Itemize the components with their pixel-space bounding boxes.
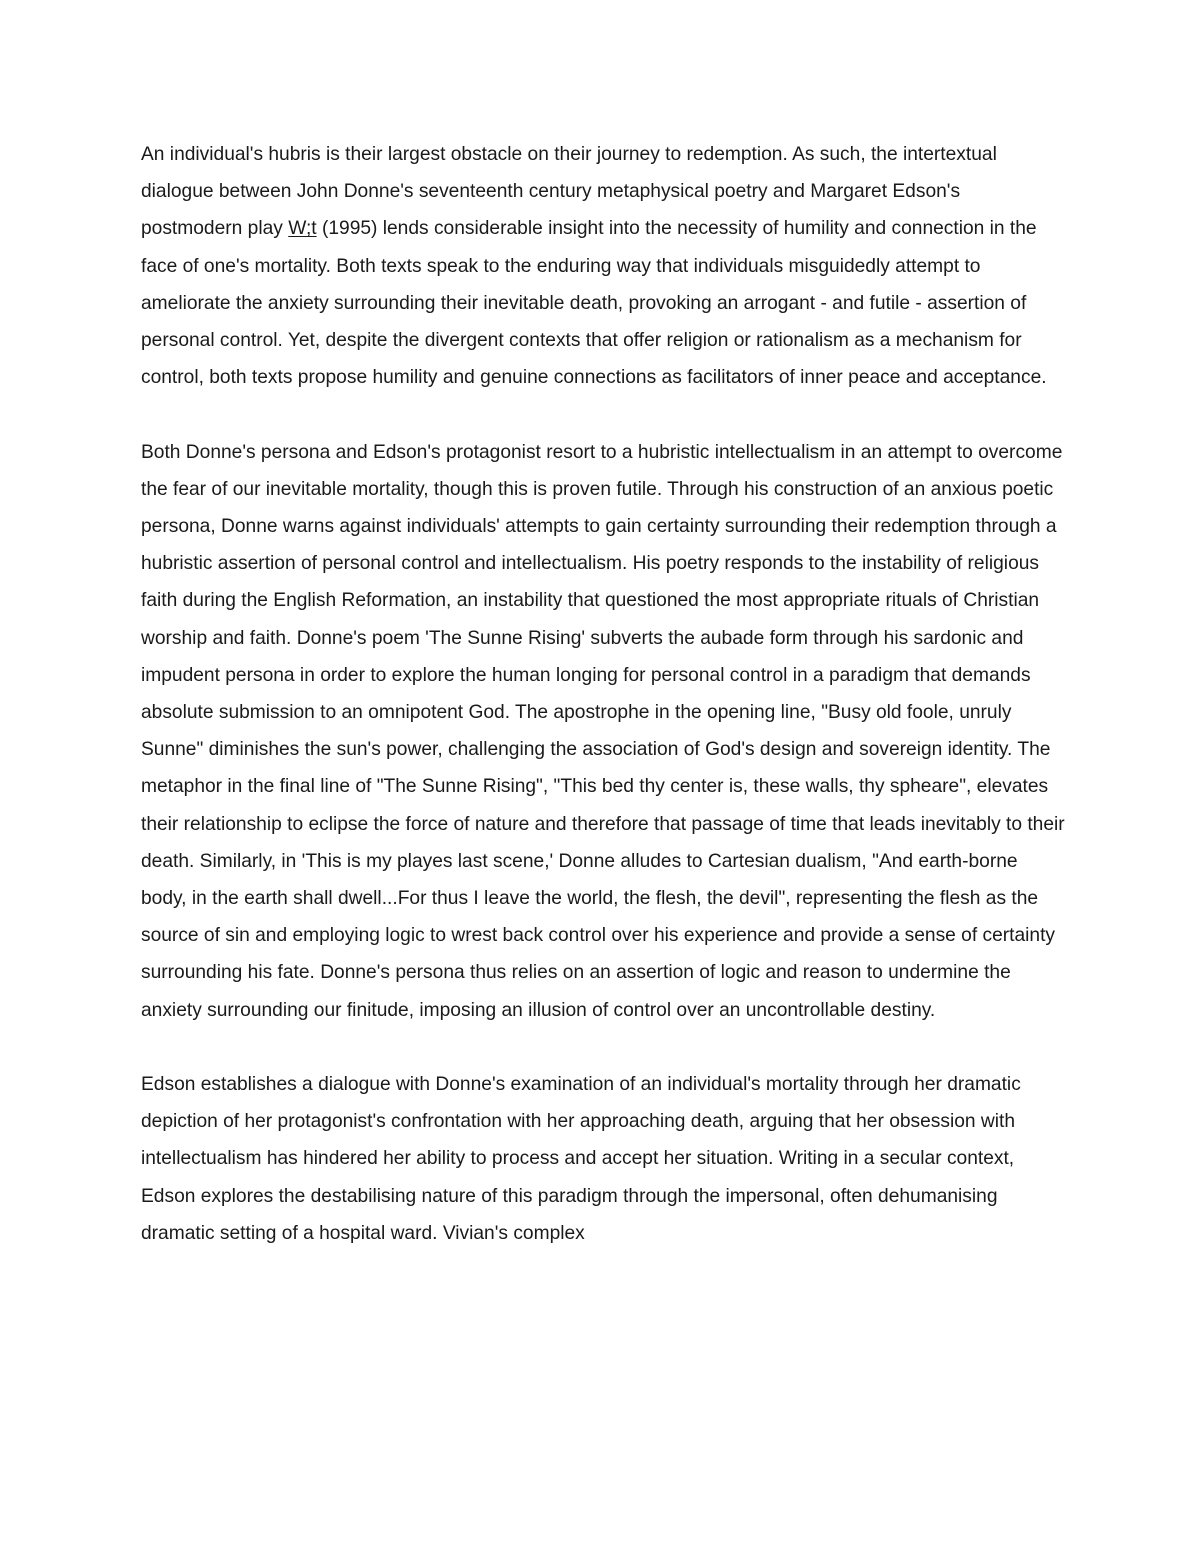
intro-text-end: (1995) lends considerable insight into the necessity of humility and connection in the face of one's mortality. Both texts speak to the enduring way that individuals misguidedly attempt to ameliorate the anxiety surrounding their inevitable death, provoking an arrogant - and futile - assertion of personal control. Yet, despite the divergent contexts that offer religion or rationalism as a mechanism for control, both texts propose humility and genuine connections as facilitators of inner peace and acceptance. (141, 218, 1047, 389)
paragraph-edson: Edson establishes a dialogue with Donne's examination of an individual's mortality through her dramatic depiction of her protagonist's confrontation with her approaching death, arguing that her obsession with intellectualism has hindered her ability to process and accept her situation. Writing in a secular context, Edson explores the destabilising nature of this paradigm through the impersonal, often dehumanising dramatic setting of a hospital ward. Vivian's complex (141, 1074, 1021, 1244)
paragraph-intro (141, 136, 1066, 396)
intro-text-start: An individual's hubris is their largest obstacle on their journey to redemption. As such, the intertextual dialogue between John Donne's seventeenth century metaphysical poetry and Margaret Edson's postmodern play (141, 144, 997, 240)
document-body (141, 136, 1066, 1289)
paragraph-donne: Both Donne's persona and Edson's protagonist resort to a hubristic intellectualism in an attempt to overcome the fear of our inevitable mortality, though this is proven futile. Through his construction of an anxious poetic persona, Donne warns against individuals' attempts to gain certainty surrounding their redemption through a hubristic assertion of personal control and intellectualism. His poetry responds to the instability of religious faith during the English Reformation, an instability that questioned the most appropriate rituals of Christian worship and faith. Donne's poem 'The Sunne Rising' subverts the aubade form through his sardonic and impudent persona in order to explore the human longing for personal control in a paradigm that demands absolute submission to an omnipotent God. The apostrophe in the opening line, "Busy old foole, unruly Sunne" diminishes the sun's power, challenging the association of God's design and sovereign identity. The metaphor in the final line of "The Sunne Rising", "This bed thy center is, these walls, thy spheare", elevates their relationship to eclipse the force of nature and therefore that passage of time that leads inevitably to their death. Similarly, in 'This is my playes last scene,' Donne alludes to Cartesian dualism, "And earth-borne body, in the earth shall dwell...For thus I leave the world, the flesh, the devil", representing the flesh as the source of sin and employing logic to wrest back control over his experience and provide a sense of certainty surrounding his fate. Donne's persona thus relies on an assertion of logic and reason to undermine the anxiety surrounding our finitude, imposing an illusion of control over an uncontrollable destiny. (141, 441, 1065, 1021)
play-title: W;t (288, 218, 317, 240)
